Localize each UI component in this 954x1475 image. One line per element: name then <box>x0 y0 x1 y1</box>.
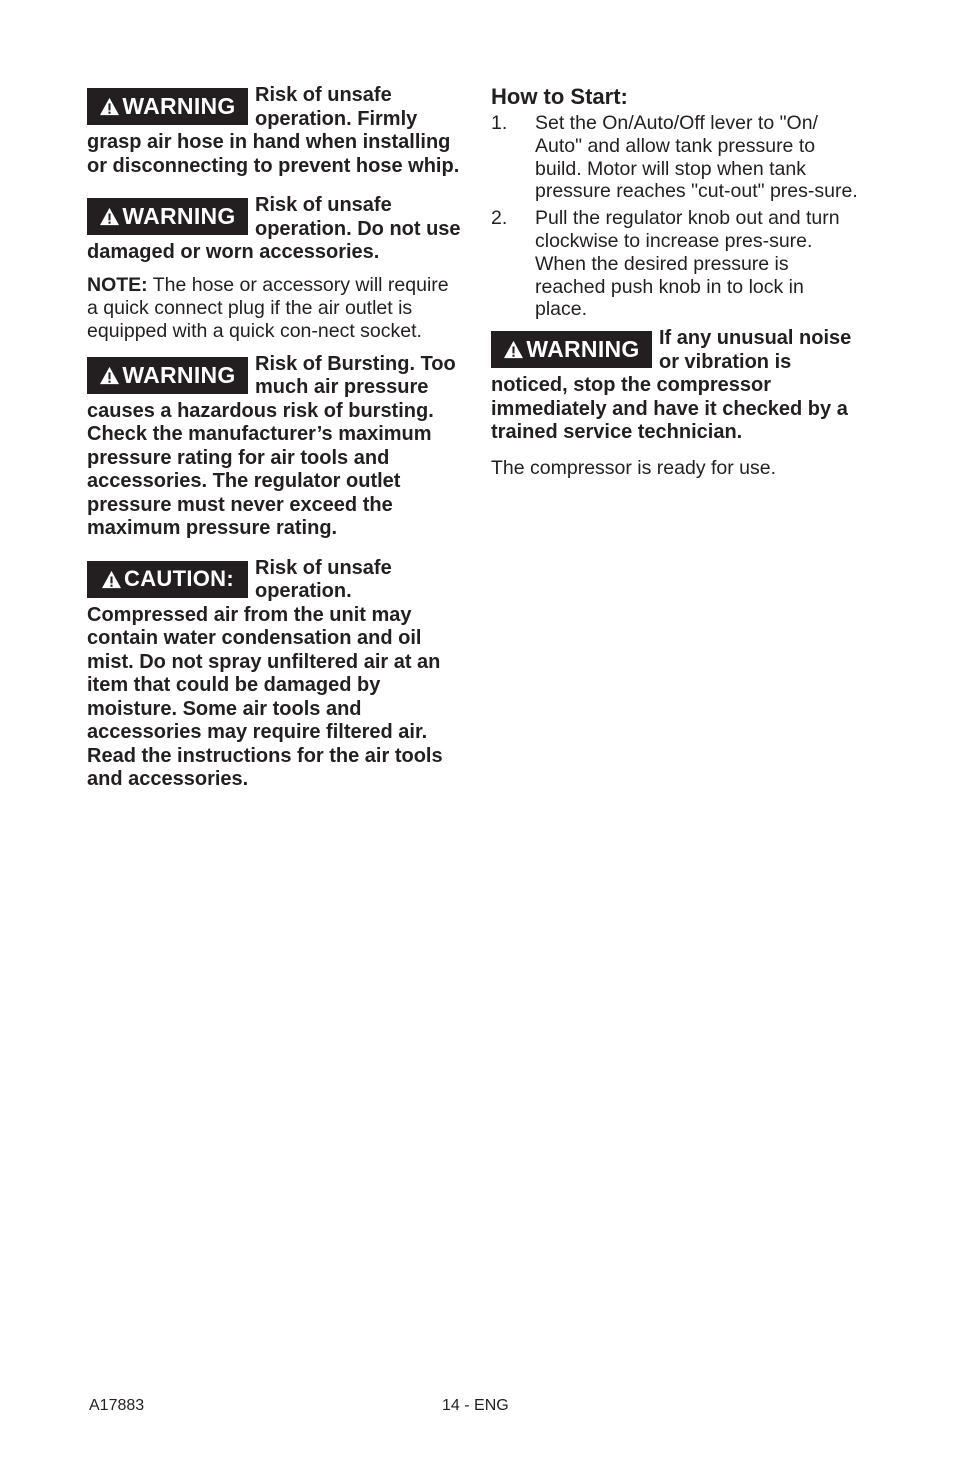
warning-triangle-icon <box>503 340 524 359</box>
warning-triangle-icon <box>99 366 120 385</box>
warning-damaged-accessories <box>87 194 462 265</box>
start-steps-list <box>491 112 861 321</box>
doc-code: A17883 <box>89 1397 145 1414</box>
warning-badge-label: WARNING <box>526 336 640 363</box>
caution-moisture <box>87 557 462 792</box>
list-item <box>491 112 861 203</box>
left-column <box>87 84 462 792</box>
warning-text: Risk of unsafe operation. Firmly grasp air hose in hand when installing or disconnecting to prevent hose whip. <box>87 84 460 177</box>
section-heading: How to Start: <box>491 84 628 109</box>
caution-badge-label: CAUTION: <box>124 566 234 591</box>
ready-text: The compressor is ready for use. <box>491 456 777 479</box>
step-number: 1. <box>491 112 508 134</box>
note-text: The hose or accessory will require a quick connect plug if the air outlet is equipped with a quick con-nect socket. <box>87 273 449 342</box>
warning-text: Risk of Bursting. Too much air pressure causes a hazardous risk of bursting. Check the manufacturer’s maximum pressure rating for air tools and accessories. The regulator outlet pressure must never exceed the maximum pressure rating. <box>87 352 456 539</box>
list-item <box>491 207 861 321</box>
warning-text: Risk of unsafe operation. Do not use damaged or worn accessories. <box>87 194 461 263</box>
warning-unusual-noise <box>491 327 861 445</box>
caution-text: Risk of unsafe operation. Compressed air from the unit may contain water condensation and oil mist. Do not spray unfiltered air at an item that could be damaged by moisture. Some air tools and accessories may require filtered air. Read the instructions for the air tools and accessories. <box>87 556 443 790</box>
step-text: Pull the regulator knob out and turn clockwise to increase pres-sure. When the desired pressure is reached push knob in to lock in place. <box>535 207 840 321</box>
note-label: NOTE: <box>87 273 148 296</box>
warning-badge <box>491 331 652 368</box>
note-quick-connect <box>87 274 462 343</box>
step-number: 2. <box>491 207 508 230</box>
warning-badge-label: WARNING <box>122 203 236 229</box>
warning-badge <box>87 357 248 394</box>
warning-badge-label: WARNING <box>122 93 236 119</box>
warning-triangle-icon <box>99 97 120 116</box>
warning-text: If any unusual noise or vibration is noticed, stop the compressor immediately and have it checked by a trained service technician. <box>491 327 852 444</box>
warning-hose-whip <box>87 84 462 178</box>
step-text: Set the On/Auto/Off lever to "On/ Auto" and allow tank pressure to build. Motor will stop when tank pressure reaches "cut-out" pres-sure. <box>535 112 858 203</box>
warning-bursting <box>87 353 462 541</box>
caution-badge <box>87 561 248 598</box>
warning-badge-label: WARNING <box>122 361 236 388</box>
warning-badge <box>87 88 248 125</box>
page-number: 14 - ENG <box>442 1397 509 1414</box>
warning-triangle-icon <box>99 207 120 226</box>
warning-badge <box>87 198 248 235</box>
warning-triangle-icon <box>101 570 122 589</box>
right-column <box>491 84 861 480</box>
